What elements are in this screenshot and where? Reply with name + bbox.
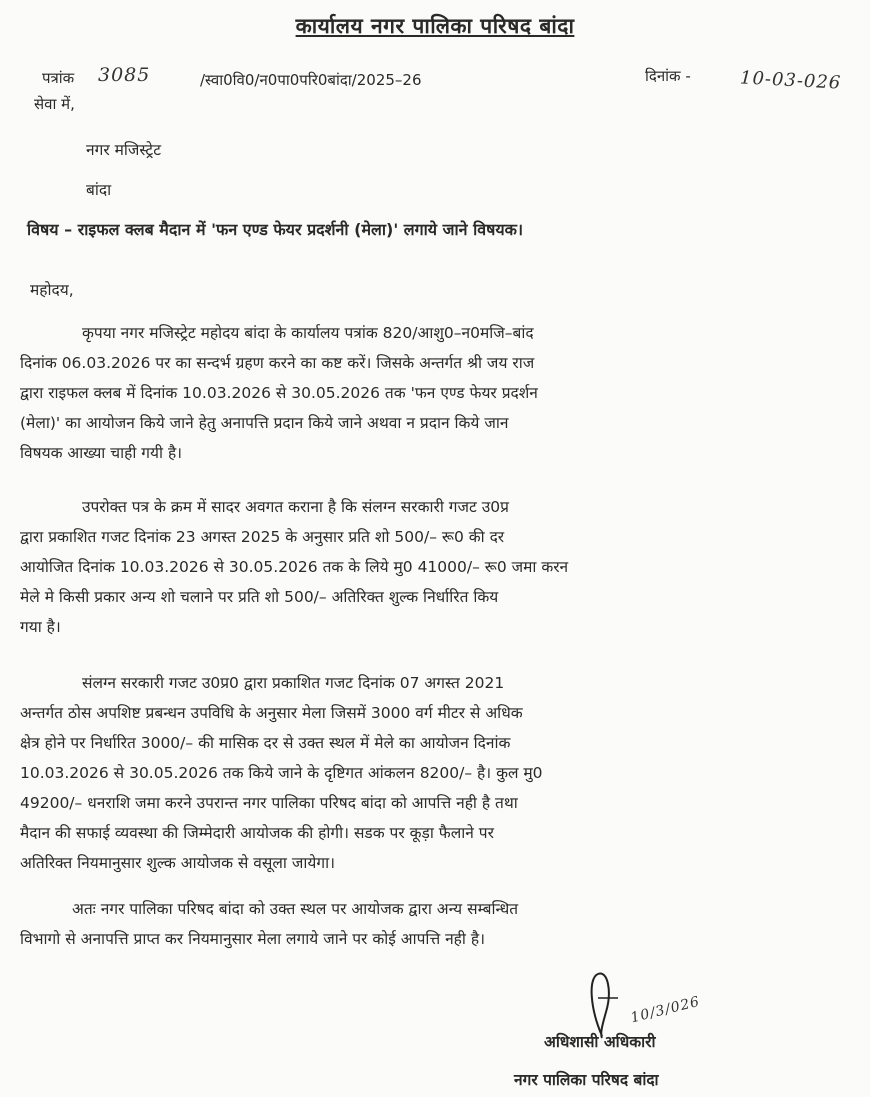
reference-line (42, 68, 74, 88)
paragraph-4 (20, 894, 768, 954)
paragraph-line: अन्तर्गत ठोस अपशिष्ट प्रबन्धन उपविधि के अनुसार मेला जिसमें 3000 वर्ग मीटर से अधिक (20, 704, 523, 722)
paragraph-3 (20, 668, 768, 878)
paragraph-line: 49200/– धनराशि जमा करने उपरान्त नगर पालिका परिषद बांदा को आपत्ति नही है तथा (20, 794, 518, 812)
paragraph-line: अतिरिक्त नियमानुसार शुल्क आयोजक से वसूला जायेगा। (20, 854, 335, 872)
greeting: महोदय, (30, 281, 74, 299)
paragraph-line: (मेला)' का आयोजन किये जाने हेतु अनापत्ति प्रदान किये जाने अथवा न प्रदान किये जान (20, 414, 509, 432)
paragraph-2 (20, 492, 768, 642)
paragraph-line: दिनांक 06.03.2026 पर का सन्दर्भ ग्रहण करने का कष्ट करें। जिसके अन्तर्गत श्री जय राज (20, 354, 535, 372)
paragraph-line: उपरोक्त पत्र के क्रम में सादर अवगत कराना है कि संलग्न सरकारी गजट उ0प्र (82, 498, 509, 516)
paragraph-line: कृपया नगर मजिस्ट्रेट महोदय बांदा के कार्यालय पत्रांक 820/आशु0–न0मजि–बांद (82, 324, 534, 342)
paragraph-line: द्वारा प्रकाशित गजट दिनांक 23 अगस्त 2025 के अनुसार प्रति शो 500/– रू0 की दर (20, 528, 505, 546)
patrank-code: /स्वा0वि0/न0पा0परि0बांदा/2025–26 (200, 71, 422, 89)
paragraph-line: गया है। (20, 618, 61, 636)
paragraph-1 (20, 318, 768, 468)
recipient-place: बांदा (86, 181, 112, 199)
signature-initial-date: 10/3/026 (629, 993, 702, 1027)
recipient: नगर मजिस्ट्रेट (86, 141, 162, 159)
date-value: 10-03-026 (739, 67, 842, 94)
paragraph-line: मेले मे किसी प्रकार अन्य शो चलाने पर प्रति शो 500/– अतिरिक्त शुल्क निर्धारित किय (20, 588, 499, 606)
signature-block (510, 968, 750, 1088)
office-title: कार्यालय नगर पालिका परिषद बांदा (295, 14, 575, 38)
paragraph-line: विषयक आख्या चाही गयी है। (20, 444, 183, 462)
patrank-number: 3085 (98, 64, 151, 86)
signatory-designation: अधिशासी अधिकारी (544, 1033, 656, 1051)
subject-line: विषय – राइफल क्लब मैदान में 'फन एण्ड फेयर प्रदर्शनी (मेला)' लगाये जाने विषयक। (27, 220, 524, 239)
paragraph-line: क्षेत्र होने पर निर्धारित 3000/– की मासिक दर से उक्त स्थल में मेले का आयोजन दिनांक (20, 734, 511, 752)
paragraph-line: अतः नगर पालिका परिषद बांदा को उक्त स्थल पर आयोजक द्वारा अन्य सम्बन्धित (72, 900, 519, 918)
patrank-label: पत्रांक (42, 69, 75, 87)
date-label: दिनांक - (645, 67, 691, 85)
signatory-office: नगर पालिका परिषद बांदा (514, 1071, 659, 1089)
paragraph-line: संलग्न सरकारी गजट उ0प्र0 द्वारा प्रकाशित गजट दिनांक 07 अगस्त 2021 (82, 674, 505, 692)
paragraph-line: 10.03.2026 से 30.05.2026 तक किये जाने के दृष्टिगत आंकलन 8200/– है। कुल मु0 (20, 764, 543, 782)
paragraph-line: द्वारा राइफल क्लब में दिनांक 10.03.2026 से 30.05.2026 तक 'फन एण्ड फेयर प्रदर्शन (20, 384, 538, 402)
paragraph-line: आयोजित दिनांक 10.03.2026 से 30.05.2026 तक के लिये मु0 41000/– रू0 जमा करन (20, 558, 569, 576)
paragraph-line: विभागो से अनापत्ति प्राप्त कर नियमानुसार मेला लगाये जाने पर कोई आपत्ति नही है। (20, 930, 485, 948)
salutation: सेवा में, (34, 95, 75, 113)
paragraph-line: मैदान की सफाई व्यवस्था की जिम्मेदारी आयोजक की होगी। सडक पर कूड़ा फैलाने पर (20, 824, 494, 842)
